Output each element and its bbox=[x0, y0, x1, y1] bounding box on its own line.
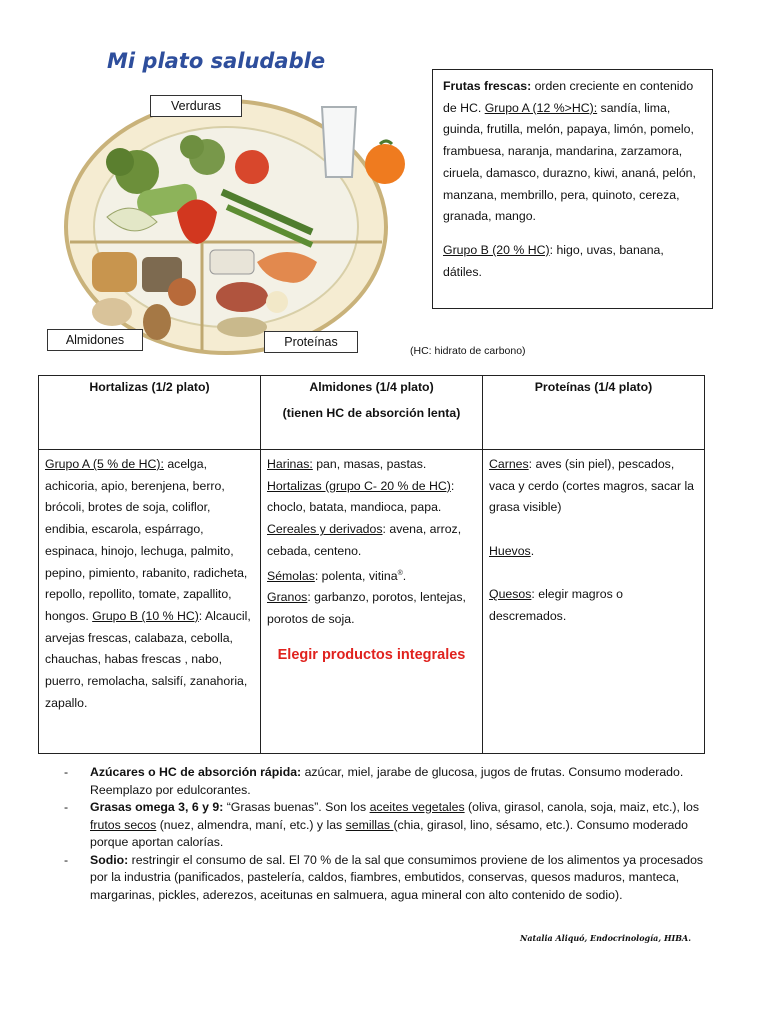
harinas-items: pan, masas, pastas. bbox=[312, 457, 427, 471]
huevos-label: Huevos bbox=[489, 543, 531, 558]
notes-list bbox=[64, 764, 714, 904]
hortalizas-group-b-items: : Alcaucil, arvejas frescas, calabaza, cebolla, chauchas, habas frescas , nabo, puerro, remolacha, salsifí, zanahoria, zapallo. bbox=[45, 608, 251, 710]
author-signature: Natalia Aliquó, Endocrinología, HIBA. bbox=[520, 933, 691, 943]
fruits-heading-rest: orden creciente en contenido de HC. bbox=[443, 79, 694, 115]
quesos-label: Quesos bbox=[489, 587, 532, 602]
grasas-label: Grasas omega 3, 6 y 9: bbox=[90, 800, 224, 814]
quesos-items: : elegir magros o descremados. bbox=[489, 587, 623, 623]
cell-hortalizas bbox=[39, 450, 261, 754]
page-title: Mi plato saludable bbox=[107, 49, 326, 73]
fruits-group-b-label: Grupo B (20 % HC) bbox=[443, 242, 550, 257]
hortalizas-group-a-label: Grupo A (5 % de HC): bbox=[45, 457, 164, 471]
header-almidones-sub: (tienen HC de absorción lenta) bbox=[282, 406, 461, 420]
food-groups-table bbox=[38, 375, 705, 754]
fruits-group-a-label: Grupo A (12 %>HC): bbox=[484, 100, 598, 115]
plate-label-almidones: Almidones bbox=[47, 329, 143, 351]
healthy-plate-illustration bbox=[42, 92, 412, 357]
fruits-group-b-items: : higo, uvas, banana, dátiles. bbox=[443, 242, 664, 279]
header-hortalizas: Hortalizas (1/2 plato) bbox=[39, 376, 261, 450]
aceites-vegetales: aceites vegetales bbox=[369, 800, 465, 814]
huevos-rest: . bbox=[530, 543, 535, 558]
semolas-items: : polenta, vitina bbox=[314, 568, 398, 583]
fruits-box bbox=[432, 69, 713, 309]
hc-note: (HC: hidrato de carbono) bbox=[410, 345, 526, 357]
azucares-label: Azúcares o HC de absorción rápida: bbox=[90, 765, 302, 779]
frutos-secos: frutos secos bbox=[90, 817, 157, 832]
list-item bbox=[64, 852, 714, 905]
orange-icon bbox=[365, 141, 405, 184]
list-item: - Grasas omega 3, 6 y 9: “Grasas buenas”. Son los aceites vegetales (oliva, girasol, canola, soja, maiz, etc.), los frutos secos (nuez, almendra, maní, etc.) y las semillas (chia, girasol, lino, sésamo, etc.). Consumo moderado porque aportan calorías. bbox=[64, 799, 714, 852]
sodio-label: Sodio: bbox=[90, 852, 129, 867]
fruits-paragraph bbox=[443, 76, 702, 228]
plate-label-proteinas: Proteínas bbox=[264, 331, 358, 353]
cell-almidones: Harinas: pan, masas, pastas. Hortalizas (grupo C- 20 % de HC): choclo, batata, mandioca, papa. Cereales y derivados: avena, arroz, cebada, centeno. Sémolas: polenta, vitina®. Granos: garbanzo, porotos, lentejas, porotos de soja. Elegir productos integrales bbox=[261, 450, 483, 754]
granos-label: Granos bbox=[267, 590, 308, 605]
hortalizas-c-items: : choclo, batata, mandioca, papa. bbox=[267, 478, 455, 515]
cereales-items: : avena, arroz, cebada, centeno. bbox=[267, 522, 462, 558]
semolas-label: Sémolas bbox=[267, 568, 315, 583]
fruits-group-a-items: sandía, lima, guinda, frutilla, melón, papaya, limón, pomelo, frambuesa, naranja, mandarina, zarzamora, ciruela, damasco, durazno, kiwi, ananá, pelón, manzana, membrillo, pera, quinoto, cereza, granada, mango. bbox=[443, 100, 696, 224]
cereales-label: Cereales y derivados bbox=[267, 522, 383, 537]
harinas-label: Harinas: bbox=[267, 457, 313, 471]
integral-products-highlight: Elegir productos integrales bbox=[277, 646, 466, 663]
table-row bbox=[39, 450, 705, 754]
azucares-text: azúcar, miel, jarabe de glucosa, jugos de frutas. Consumo moderado. Reemplazo por edulcorantes. bbox=[90, 765, 684, 797]
sodio-text: restringir el consumo de sal. El 70 % de la sal que consumimos proviene de los alimentos ya procesados por la industria (panificados, pastelería, caldos, fiambres, embutidos, conservas, quesos maduros, manteca, margarinas, pickles, aderezos, aceitunas en salmuera, agua mineral con alto contenido de sodio). bbox=[90, 852, 704, 902]
carnes-label: Carnes bbox=[489, 457, 529, 471]
list-item bbox=[64, 764, 714, 799]
carnes-items: : aves (sin piel), pescados, vaca y cerdo (cortes magros, sacar la grasa visible) bbox=[489, 457, 695, 515]
hortalizas-group-b-label: Grupo B (10 % HC) bbox=[92, 608, 199, 623]
hortalizas-group-a-items: acelga, achicoria, apio, berenjena, berro, brócoli, brotes de soja, coliflor, endibia, escarola, espárrago, espinaca, hinojo, lechuga, palmito, pepino, pimiento, rabanito, radicheta, repollo, repollito, tomate, zapallito, hongos. bbox=[45, 457, 248, 623]
fruits-group-b bbox=[443, 240, 702, 283]
semillas: semillas bbox=[345, 817, 394, 832]
header-almidones: Almidones (1/4 plato) (tienen HC de absorción lenta) bbox=[261, 376, 483, 450]
milk-glass-icon bbox=[322, 107, 356, 177]
hortalizas-c-label: Hortalizas (grupo C- 20 % de HC) bbox=[267, 478, 451, 493]
plate-label-verduras: Verduras bbox=[150, 95, 242, 117]
cell-proteinas bbox=[483, 450, 705, 754]
registered-mark: ® bbox=[397, 569, 403, 577]
fruits-heading: Frutas frescas: bbox=[443, 79, 532, 93]
header-proteinas: Proteínas (1/4 plato) bbox=[483, 376, 705, 450]
granos-items: : garbanzo, porotos, lentejas, porotos de soja. bbox=[267, 590, 466, 627]
table-header-row bbox=[39, 376, 705, 450]
